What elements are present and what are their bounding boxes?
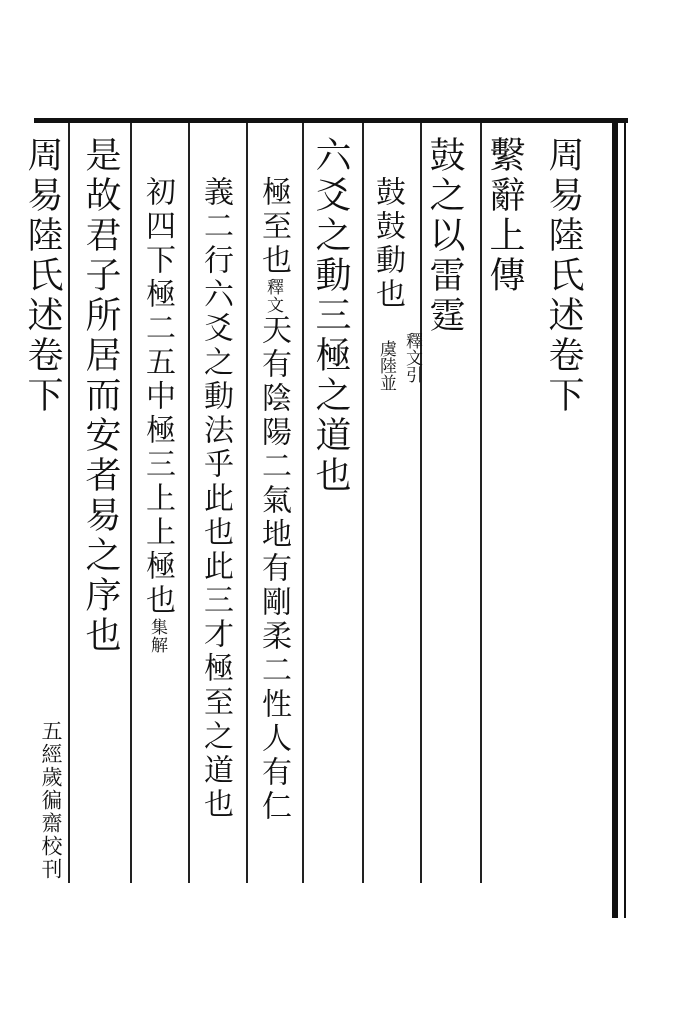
volume-title: 周易陸氏述卷下 <box>543 136 584 416</box>
commentary-line: 初四下極二五中極三上上極也集解 <box>140 176 175 654</box>
column-rule <box>68 123 70 883</box>
commentary-line: 義二行六爻之動法乎此也此三才極至之道也 <box>198 176 233 822</box>
annotation-note: 虞陸並 <box>376 340 396 391</box>
commentary-line: 極至也釋文天有陰陽二氣地有剛柔二性人有仁 <box>256 176 291 824</box>
column-rule <box>130 123 132 883</box>
column-rule <box>302 123 304 883</box>
text-line: 鼓之以雷霆 <box>424 136 465 336</box>
column-rule <box>246 123 248 883</box>
commentary-line: 鼓鼓動也 <box>370 176 405 312</box>
text-line: 六爻之動三極之道也 <box>310 136 351 496</box>
column-rule <box>188 123 190 883</box>
frame-top-border <box>34 118 628 123</box>
column-rule <box>362 123 364 883</box>
publisher-imprint: 五經歲徧齋校刊 <box>39 720 63 881</box>
column-rule <box>420 123 422 883</box>
running-title: 周易陸氏述卷下 <box>22 136 63 416</box>
annotation-note: 釋文引 <box>402 332 422 383</box>
column-rule <box>480 123 482 883</box>
chapter-heading: 繫辭上傳 <box>484 136 525 296</box>
text-line: 是故君子所居而安者易之序也 <box>80 136 121 656</box>
frame-right-thin-border <box>624 118 626 918</box>
frame-right-border <box>612 118 618 918</box>
